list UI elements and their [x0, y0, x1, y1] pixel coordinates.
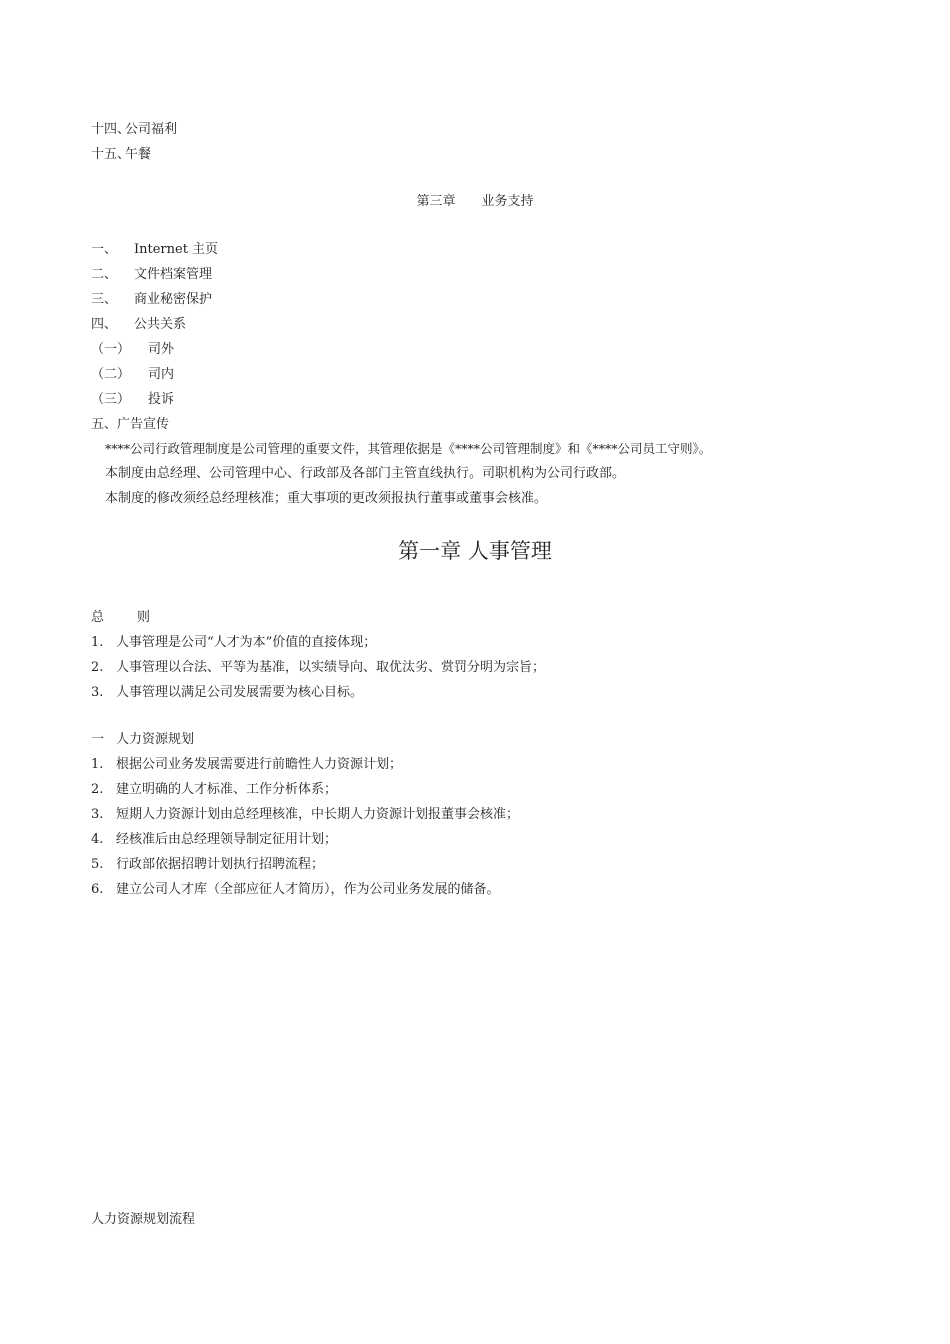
chapter-1-title: 第一章 人事管理: [398, 539, 552, 563]
section-heading-general: 总 则: [91, 610, 151, 625]
flow-caption: 人力资源规划流程: [91, 1212, 196, 1227]
toc-item: 二、 文件档案管理: [91, 267, 213, 282]
list-item: 2. 建立明确的人才标准、工作分析体系；: [91, 782, 338, 797]
section-heading-hr-planning: 一 人力资源规划: [91, 732, 195, 747]
list-item: 2. 人事管理以合法、平等为基准，以实绩导向、取优汰劣、赏罚分明为宗旨；: [91, 660, 546, 675]
toc-subitem: （三） 投诉: [91, 392, 175, 407]
list-item: 5. 行政部依据招聘计划执行招聘流程；: [91, 857, 325, 872]
toc-item: 五、广告宣传: [91, 417, 170, 432]
intro-paragraph: ****公司行政管理制度是公司管理的重要文件，其管理依据是《****公司管理制度》和《****公司员工守则》。: [105, 441, 712, 456]
list-item: 6. 建立公司人才库（全部应征人才简历），作为公司业务发展的储备。: [91, 882, 500, 897]
toc-subitem: （一） 司外: [91, 342, 175, 357]
chapter-3-number: 第三章: [416, 194, 456, 209]
list-item: 3. 短期人力资源计划由总经理核准，中长期人力资源计划报董事会核准；: [91, 807, 520, 822]
toc-item: 一、 Internet 主页: [91, 242, 219, 257]
list-item: 1. 人事管理是公司“人才为本”价值的直接体现；: [91, 635, 377, 650]
chapter-3-title: 业务支持: [481, 194, 534, 209]
toc-item: 十四、公司福利: [91, 122, 178, 137]
list-item: 4. 经核准后由总经理领导制定征用计划；: [91, 832, 338, 847]
toc-item: 三、 商业秘密保护: [91, 292, 213, 307]
toc-subitem: （二） 司内: [91, 367, 175, 382]
intro-paragraph: 本制度由总经理、公司管理中心、行政部及各部门主管直线执行。司职机构为公司行政部。: [105, 466, 626, 481]
list-item: 3. 人事管理以满足公司发展需要为核心目标。: [91, 685, 364, 700]
list-item: 1. 根据公司业务发展需要进行前瞻性人力资源计划；: [91, 757, 403, 772]
chapter-3-heading: [0, 193, 950, 211]
intro-paragraph: 本制度的修改须经总经理核准；重大事项的更改须报执行董事或董事会核准。: [105, 491, 548, 506]
toc-item: 十五、午餐: [91, 147, 152, 162]
toc-item: 四、 公共关系: [91, 317, 187, 332]
